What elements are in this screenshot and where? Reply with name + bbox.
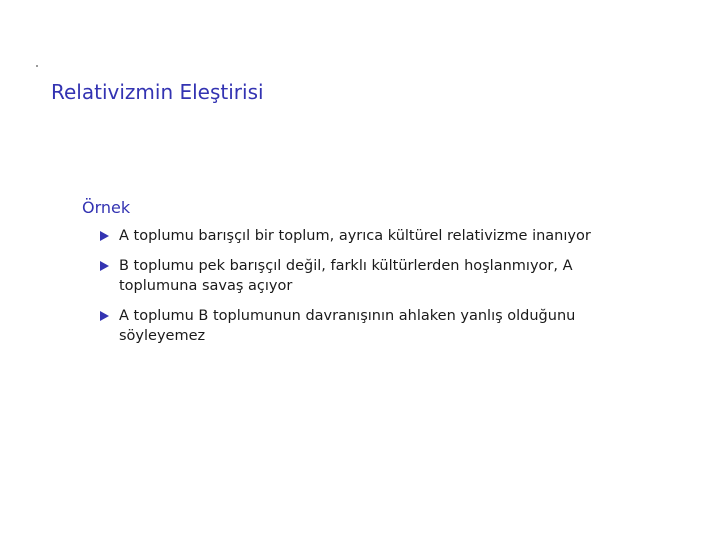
corner-mark (36, 65, 38, 67)
list-item (82, 306, 602, 346)
triangle-right-icon (100, 311, 109, 321)
bullet-list (82, 226, 602, 346)
list-item (82, 226, 602, 246)
slide-title: Relativizmin Eleştirisi (51, 80, 264, 104)
list-item-text: A toplumu B toplumunun davranışının ahlaken yanlış olduğunu söyleyemez (119, 308, 576, 344)
list-item-text: B toplumu pek barışçıl değil, farklı kültürlerden hoşlanmıyor, A toplumuna savaş açıyor (119, 258, 573, 294)
block-title: Örnek (82, 198, 131, 217)
list-item (82, 256, 602, 296)
triangle-right-icon (100, 231, 109, 241)
triangle-right-icon (100, 261, 109, 271)
example-block (82, 196, 602, 356)
list-item-text: A toplumu barışçıl bir toplum, ayrıca kültürel relativizme inanıyor (119, 228, 591, 244)
